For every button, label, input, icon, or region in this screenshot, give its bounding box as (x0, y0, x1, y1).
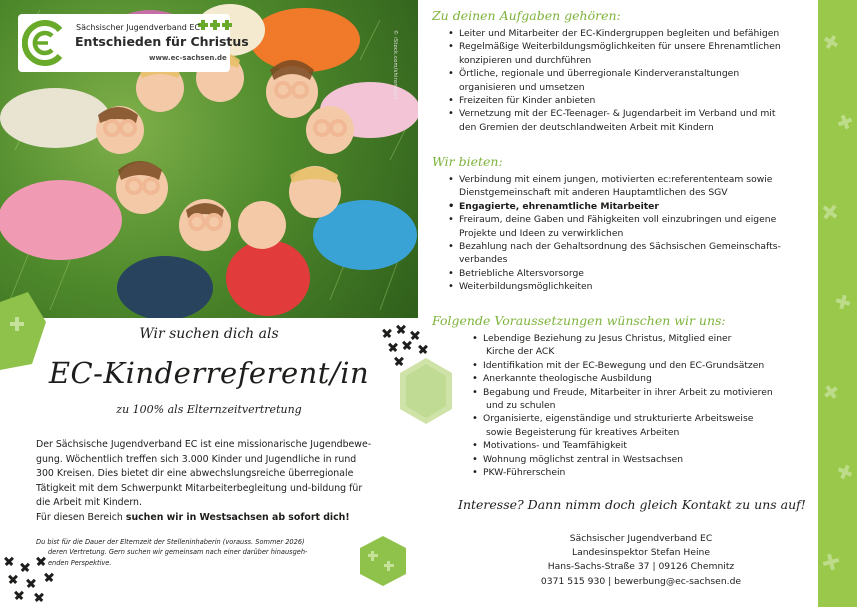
intro-line: die Arbeit mit Kindern. (36, 497, 142, 509)
offer-item (446, 240, 816, 267)
note-line: enden Perspektive. (48, 558, 112, 567)
footnote (36, 537, 356, 568)
offer-item (446, 280, 816, 293)
offer-item-line: • Freiraum, deine Gaben und Fähigkeiten voll einzubringen und eigene (459, 214, 777, 226)
hexagon-bottom-icon (358, 536, 408, 586)
intro-line: gung. Wöchentlich treffen sich 3.000 Kinder und Jugendliche in rund (36, 453, 357, 465)
offer-item-line: Projekte und Ideen zu verwirklichen (459, 227, 624, 239)
requirements-item-line: • Begabung und Freude, Mitarbeiter in ihrer Arbeit zu motivieren (483, 386, 773, 398)
intro-last-bold: suchen wir in Westsachsen ab sofort dich! (125, 511, 350, 523)
logo-subtitle: Sächsischer Jugendverband EC (76, 23, 201, 32)
offer-heading: Wir bieten: (432, 154, 503, 169)
ec-logo[interactable] (18, 14, 249, 72)
offer-item (446, 267, 816, 280)
intro-paragraph (36, 438, 388, 526)
offer-item-line: Dienstgemeinschaft mit anderen Hauptamtlichen des SGV (459, 187, 728, 199)
offer-item (446, 213, 816, 240)
requirements-item-line: • PKW-Führerschein (483, 467, 566, 479)
contact-block (496, 532, 786, 589)
intro-line: 300 Kreisen. Dies bietet dir eine abwechslungsreiche überregionale (36, 468, 354, 480)
tasks-item (446, 107, 816, 134)
tasks-item-line: • Vernetzung mit der EC-Teenager- & Jugendarbeit im Verband und mit (459, 108, 776, 120)
offer-item-line: • Bezahlung nach der Gehaltsordnung des Sächsischen Gemeinschafts- (459, 241, 781, 253)
tasks-item-line: • Örtliche, regionale und überregionale Kinderveranstaltungen (459, 68, 740, 80)
intro-last-line (36, 511, 388, 526)
job-subtitle: zu 100% als Elternzeitvertretung (116, 403, 302, 416)
requirements-item-line: • Motivations- und Teamfähigkeit (483, 440, 627, 452)
requirements-item (470, 439, 816, 452)
requirements-item-line: • Organisierte, eigenständige und strukturierte Arbeitsweise (483, 413, 754, 425)
contact-address: Hans-Sachs-Straße 37 | 09126 Chemnitz (547, 561, 735, 573)
tasks-item-line: • Freizeiten für Kinder anbieten (459, 95, 596, 107)
tasks-item (446, 67, 816, 94)
intro-line: Tätigkeit mit dem Schwerpunkt Mitarbeiterbegleitung und-bildung für (36, 482, 363, 494)
tasks-item (446, 94, 816, 107)
ec-logo-mark-icon (22, 20, 68, 66)
lead-in: Wir suchen dich als (139, 326, 279, 342)
contact-phone-email[interactable]: 0371 515 930 | bewerbung@ec-sachsen.de (540, 575, 742, 587)
requirements-item-line: • Identifikation mit der EC-Bewegung und den EC-Grundsätzen (483, 359, 765, 371)
requirements-item (470, 453, 816, 466)
offer-item (446, 173, 816, 200)
offer-item-line: verbandes (459, 254, 508, 266)
tasks-item (446, 40, 816, 67)
offer-item-line: • Verbindung mit einem jungen, motivierten ec:referententeam sowie (459, 174, 773, 185)
tasks-item-line: • Leiter und Mitarbeiter der EC-Kindergruppen begleiten und befähigen (459, 28, 780, 39)
requirements-item-line: • Anerkannte theologische Ausbildung (483, 373, 652, 385)
tasks-list (446, 27, 816, 134)
tasks-item (446, 27, 816, 40)
offer-item-line: • Weiterbildungsmöglichkeiten (459, 281, 593, 293)
requirements-item (470, 372, 816, 385)
requirements-item (470, 412, 816, 439)
logo-cross-pattern-icon (196, 18, 236, 34)
tasks-item-line: • Regelmäßige Weiterbildungsmöglichkeiten für unsere Ehrenamtlichen (459, 41, 781, 53)
tasks-item-line: den Gremien der deutschlandweiten Arbeit mit Kindern (459, 121, 714, 133)
contact-org: Sächsischer Jugendverband EC (569, 533, 713, 544)
offer-item (446, 200, 816, 213)
intro-last-plain: Für diesen Bereich (36, 511, 126, 523)
requirements-item (470, 332, 816, 359)
requirements-item-line: • Wohnung möglichst zentral in Westsachsen (483, 453, 684, 465)
requirements-item (470, 466, 816, 479)
decorative-stripe (818, 0, 857, 607)
requirements-item-line: und zu schulen (486, 400, 556, 412)
tasks-heading: Zu deinen Aufgaben gehören: (432, 8, 621, 23)
requirements-item-line: Kirche der ACK (486, 346, 555, 358)
requirements-item-line: sowie Begeisterung für kreatives Arbeiten (486, 426, 680, 438)
stripe-cross-pattern-icon (818, 0, 857, 607)
photo-credit: © iStock.com/shironosov (392, 30, 398, 100)
contact-person: Landesinspektor Stefan Heine (571, 547, 710, 559)
offer-item-line: • Betriebliche Altersvorsorge (459, 267, 584, 279)
requirements-heading: Folgende Voraussetzungen wünschen wir uns: (432, 313, 726, 328)
offer-item-line: • Engagierte, ehrenamtliche Mitarbeiter (459, 200, 659, 212)
logo-url[interactable]: www.ec-sachsen.de (149, 54, 227, 62)
note-line: deren Vertretung. Gern suchen wir gemeinsam nach einer darüber hinausgeh- (48, 548, 308, 557)
logo-title: Entschieden für Christus (75, 34, 249, 49)
requirements-list (470, 332, 816, 479)
offer-list (446, 173, 816, 294)
tasks-item-line: organisieren und umsetzen (459, 81, 585, 93)
intro-line: Der Sächsische Jugendverband EC ist eine missionarische Jugendbewe- (36, 439, 372, 450)
requirements-item (470, 386, 816, 413)
note-line: Du bist für die Dauer der Elternzeit der Stelleninhaberin (vorauss. Sommer 2026) (36, 538, 305, 546)
requirements-item (470, 359, 816, 372)
tasks-item-line: konzipieren und durchführen (459, 54, 592, 66)
requirements-item-line: • Lebendige Beziehung zu Jesus Christus, Mitglied einer (483, 333, 732, 344)
job-title: EC-Kinderreferent/in (48, 356, 370, 390)
call-to-action: Interesse? Dann nimm doch gleich Kontakt zu uns auf! (458, 497, 806, 512)
